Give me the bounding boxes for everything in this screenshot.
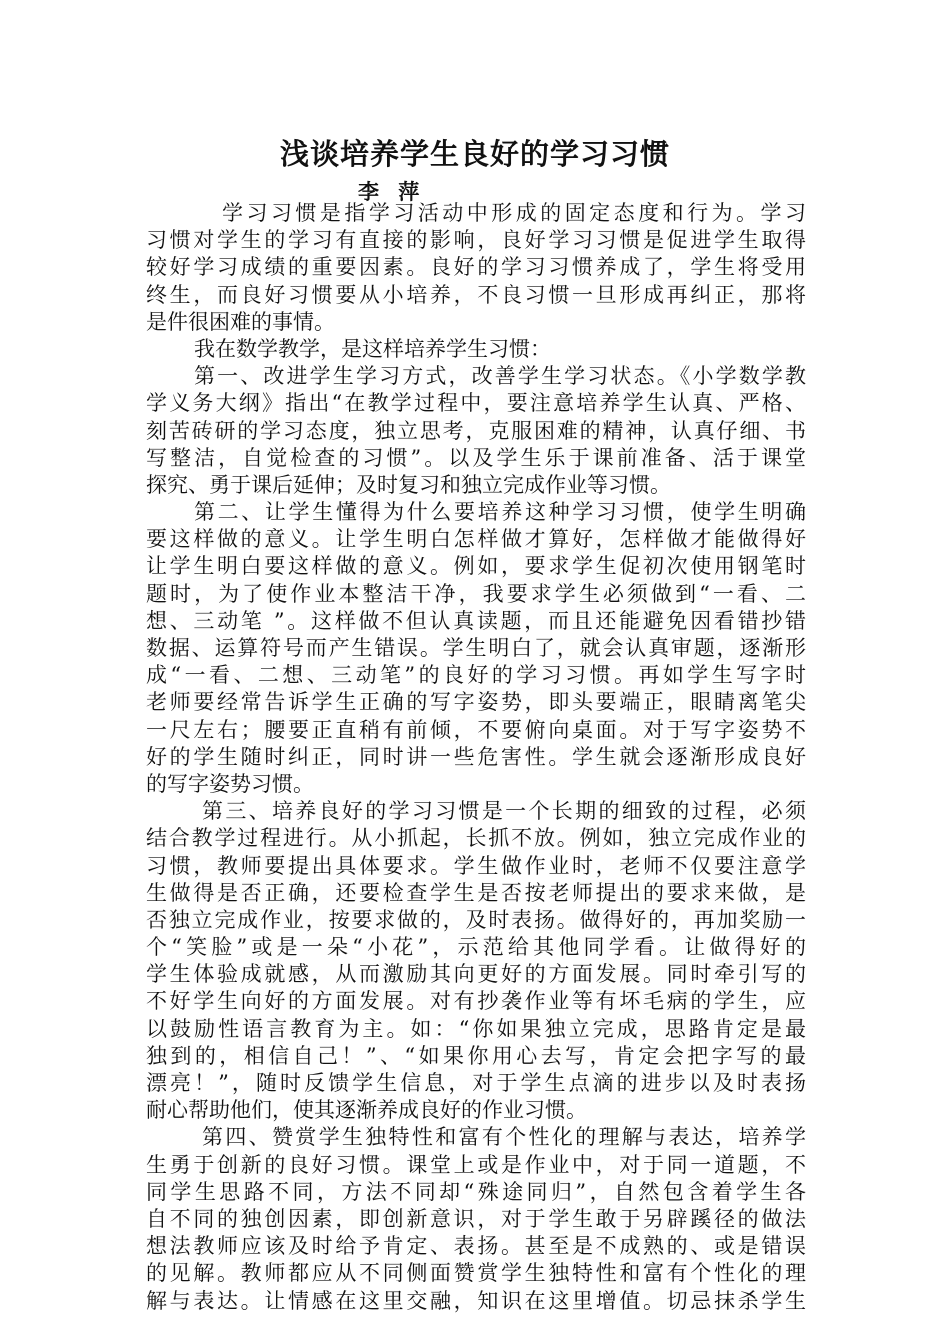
text-line: 习惯，教师要提出具体要求。学生做作业时，老师不仅要注意学 [146,853,806,878]
text-line: 习惯对学生的学习有直接的影响，良好学习习惯是促进学生取得 [146,228,806,253]
text-line: 想法教师应该及时给予肯定、表扬。甚至是不成熟的、或是错误 [146,1234,806,1259]
text-line: 第二、让学生懂得为什么要培养这种学习习惯，使学生明确 [194,500,806,525]
text-line: 好的学生随时纠正，同时讲一些危害性。学生就会逐渐形成良好 [146,744,806,769]
text-line: 想、三动笔 ”。这样做不但认真读题，而且还能避免因看错抄错 [146,608,806,633]
text-line: 生做得是否正确，还要检查学生是否按老师提出的要求来做，是 [146,880,806,905]
text-line: 成“一看、二想、三动笔”的良好的学习习惯。再如学生写字时 [146,663,806,688]
text-line: 刻苦砖研的学习态度，独立思考，克服困难的精神，认真仔细、书 [146,418,806,443]
text-line: 学义务大纲》指出“在教学过程中，要注意培养学生认真、严格、 [146,391,806,416]
text-line: 漂亮！”，随时反馈学生信息，对于学生点滴的进步以及时表扬 [146,1071,806,1095]
text-line: 不好学生向好的方面发展。对有抄袭作业等有坏毛病的学生，应 [146,989,806,1014]
text-line: 终生，而良好习惯要从小培养，不良习惯一旦形成再纠正，那将 [146,282,806,307]
text-line: 学习习惯是指学习活动中形成的固定态度和行为。学习 [222,201,806,225]
text-line: 以鼓励性语言教育为主。如：“你如果独立完成，思路肯定是最 [146,1016,806,1041]
document-title: 浅谈培养学生良好的学习习惯 [279,137,670,171]
text-line: 较好学习成绩的重要因素。良好的学习习惯养成了，学生将受用 [146,255,806,280]
text-line: 耐心帮助他们，使其逐渐养成良好的作业习惯。 [146,1098,587,1123]
text-line: 探究、勇于课后延伸；及时复习和独立完成作业等习惯。 [146,472,671,497]
text-line: 同学生思路不同，方法不同却“殊途同归”，自然包含着学生各 [146,1179,806,1204]
text-line: 一尺左右；腰要正直稍有前倾，不要俯向桌面。对于写字姿势不 [146,717,806,742]
text-line: 独到的，相信自己！”、“如果你用心去写，肯定会把字写的最 [146,1043,806,1068]
text-line: 否独立完成作业，按要求做的，及时表扬。做得好的，再加奖励一 [146,907,806,932]
text-line: 的写字姿势习惯。 [146,771,314,796]
text-line: 是件很困难的事情。 [146,309,335,334]
text-line: 让学生明白要这样做的意义。例如，要求学生促初次使用钢笔时 [146,554,806,579]
text-line: 第四、赞赏学生独特性和富有个性化的理解与表达，培养学 [202,1125,806,1150]
text-line: 的见解。教师都应从不同侧面赞赏学生独特性和富有个性化的理 [146,1261,806,1286]
text-line: 第三、培养良好的学习习惯是一个长期的细致的过程，必须 [202,799,806,824]
text-line: 写整洁，自觉检查的习惯”。以及学生乐于课前准备、活于课堂 [146,445,806,470]
text-line: 老师要经常告诉学生正确的写字姿势，即头要端正，眼睛离笔尖 [146,690,806,715]
text-line: 个“笑脸”或是一朵“小花”，示范给其他同学看。让做得好的 [146,935,806,960]
text-line: 生勇于创新的良好习惯。课堂上或是作业中，对于同一道题，不 [146,1152,806,1177]
text-line: 我在数学教学，是这样培养学生习惯： [194,336,551,361]
document-body [146,200,806,1315]
text-line: 结合教学过程进行。从小抓起，长抓不放。例如，独立完成作业的 [146,826,806,851]
text-line: 数据、运算符号而产生错误。学生明白了，就会认真审题，逐渐形 [146,636,806,660]
text-line: 第一、改进学生学习方式，改善学生学习状态。《小学数学教 [194,364,806,389]
text-line: 题时，为了使作业本整洁干净，我要求学生必须做到“一看、二 [146,581,806,606]
text-line: 解与表达。让情感在这里交融，知识在这里增值。切忌抹杀学生 [146,1288,806,1313]
document-author: 李 萍 [358,180,426,204]
text-line: 要这样做的意义。让学生明白怎样做才算好，怎样做才能做得好 [146,527,806,552]
text-line: 学生体验成就感，从而激励其向更好的方面发展。同时牵引写的 [146,962,806,987]
text-line: 自不同的独创因素，即创新意识，对于学生敢于另辟蹊径的做法 [146,1206,806,1231]
